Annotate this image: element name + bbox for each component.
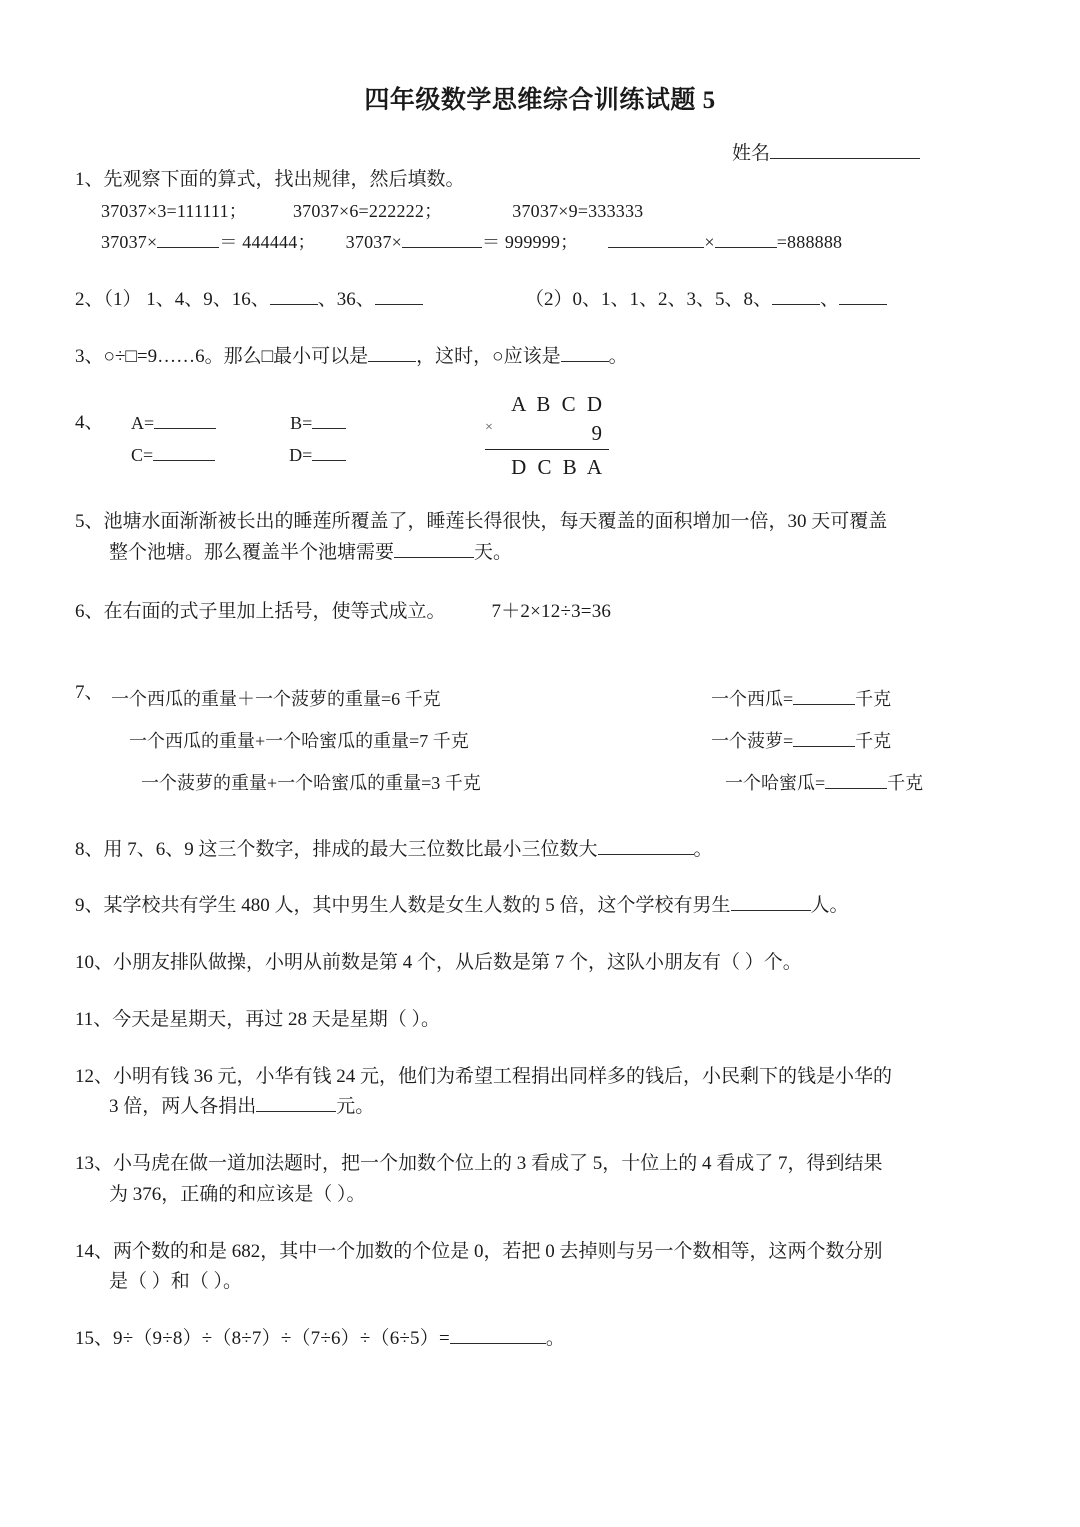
q3-blank-1[interactable] bbox=[368, 342, 416, 362]
question-11-number: 11、 bbox=[75, 1008, 113, 1030]
q4-label-d: D= bbox=[289, 444, 313, 465]
q1-blank-2[interactable] bbox=[402, 229, 482, 248]
q1-blank-row-2-suffix: ＝ 999999； bbox=[482, 232, 579, 253]
q4-blank-a[interactable] bbox=[154, 410, 216, 429]
multiply-icon: × bbox=[485, 419, 493, 435]
question-12-line-2-b: 元。 bbox=[336, 1096, 375, 1118]
question-6 bbox=[75, 597, 1008, 628]
q7-answer-3-label: 一个哈蜜瓜= bbox=[725, 773, 826, 794]
q1-blank-1[interactable] bbox=[157, 229, 219, 248]
q2-blank-2[interactable] bbox=[375, 285, 423, 305]
q1-blank-row-3-suffix: =888888 bbox=[776, 232, 843, 253]
question-10-number: 10、 bbox=[75, 952, 114, 974]
question-7-answers bbox=[711, 678, 1008, 805]
question-10 bbox=[75, 948, 1008, 979]
question-15-text-b: 。 bbox=[545, 1328, 565, 1350]
question-1 bbox=[75, 165, 1008, 259]
question-8 bbox=[75, 835, 1008, 866]
question-13 bbox=[75, 1149, 1008, 1211]
q7-equation-1: 一个西瓜的重量＋一个菠萝的重量=6 千克 bbox=[111, 688, 441, 709]
question-4-multiplication bbox=[485, 390, 609, 481]
question-12-line-1: 小明有钱 36 元，小华有钱 24 元，他们为希望工程捐出同样多的钱后，小民剩下的钱是小华的 bbox=[113, 1065, 893, 1087]
q2-blank-1[interactable] bbox=[270, 285, 318, 305]
q1-blank-4[interactable] bbox=[715, 229, 777, 248]
question-5-number: 5、 bbox=[75, 511, 104, 533]
question-4 bbox=[75, 392, 1008, 481]
question-5 bbox=[75, 507, 1008, 569]
question-5-line-1: 池塘水面渐渐被长出的睡莲所覆盖了，睡莲长得很快，每天覆盖的面积增加一倍，30 天可覆盖 bbox=[103, 511, 888, 533]
question-4-number: 4、 bbox=[75, 412, 104, 434]
q4-blank-c[interactable] bbox=[153, 442, 215, 461]
question-6-number: 6、 bbox=[75, 600, 104, 622]
q7-answer-2-label: 一个菠萝= bbox=[711, 730, 794, 751]
q1-blank-row-1-suffix: ＝ 444444； bbox=[219, 232, 316, 253]
q15-blank[interactable] bbox=[450, 1324, 546, 1344]
q1-blank-row-2-prefix: 37037× bbox=[345, 232, 403, 253]
q7-equation-2: 一个西瓜的重量+一个哈蜜瓜的重量=7 千克 bbox=[129, 730, 469, 751]
q3-blank-2[interactable] bbox=[561, 342, 609, 362]
q1-example-2: 37037×6=222222； bbox=[292, 200, 443, 221]
question-5-line-2 bbox=[75, 538, 1008, 569]
question-13-line-2: 为 376，正确的和应该是（ ）。 bbox=[109, 1183, 366, 1205]
question-10-text: 小朋友排队做操，小明从前数是第 4 个，从后数是第 7 个，这队小朋友有（ ）个。 bbox=[113, 952, 802, 974]
question-12 bbox=[75, 1062, 1008, 1124]
question-9 bbox=[75, 891, 1008, 922]
question-3-text-c: 。 bbox=[608, 345, 628, 367]
q4-multiplier-row bbox=[485, 419, 609, 450]
q4-label-a: A= bbox=[131, 413, 155, 434]
question-1-examples bbox=[75, 196, 1008, 228]
question-11 bbox=[75, 1005, 1008, 1036]
q2-part1-label: （1） bbox=[103, 288, 142, 310]
question-3-number: 3、 bbox=[75, 345, 104, 367]
question-12-number: 12、 bbox=[75, 1065, 114, 1087]
q2-blank-4[interactable] bbox=[839, 285, 887, 305]
q7-answer-3-unit: 千克 bbox=[887, 773, 924, 794]
question-8-number: 8、 bbox=[75, 838, 104, 860]
q7-answer-1-label: 一个西瓜= bbox=[711, 688, 794, 709]
question-4-row-ab bbox=[131, 408, 461, 440]
q1-blank-row-3-sign: × bbox=[704, 232, 715, 253]
q2-part2-sequence: 0、1、1、2、3、5、8、 bbox=[572, 288, 773, 310]
name-field-row bbox=[0, 138, 1080, 165]
question-4-variables bbox=[131, 408, 461, 471]
q7-blank-2[interactable] bbox=[793, 728, 855, 747]
question-7 bbox=[75, 678, 1008, 805]
question-1-number: 1、 bbox=[75, 169, 104, 190]
q7-blank-3[interactable] bbox=[825, 770, 887, 789]
question-8-text-a: 用 7、6、9 这三个数字，排成的最大三位数比最小三位数大 bbox=[103, 838, 598, 860]
question-2-part-1 bbox=[75, 285, 525, 316]
question-6-text: 在右面的式子里加上括号，使等式成立。 bbox=[103, 600, 446, 622]
question-5-line-2-b: 天。 bbox=[474, 542, 513, 564]
q7-answer-3 bbox=[711, 762, 1008, 804]
question-1-text: 先观察下面的算式，找出规律，然后填数。 bbox=[103, 169, 465, 190]
question-14-line-1: 两个数的和是 682，其中一个加数的个位是 0，若把 0 去掉则与另一个数相等，这两个数分别 bbox=[113, 1240, 883, 1262]
q1-blank-3[interactable] bbox=[608, 229, 704, 248]
question-2 bbox=[75, 285, 1008, 316]
q4-product: D C B A bbox=[511, 454, 605, 479]
q4-multiplicand: A B C D bbox=[511, 392, 605, 417]
question-2-number: 2、 bbox=[75, 288, 104, 310]
q7-answer-1-unit: 千克 bbox=[855, 688, 892, 709]
question-1-blanks-row bbox=[75, 227, 1008, 259]
question-3-text-a: ○÷□=9……6。那么□最小可以是 bbox=[103, 345, 369, 367]
question-8-text-b: 。 bbox=[693, 838, 713, 860]
question-3-text-b: ，这时，○应该是 bbox=[416, 345, 561, 367]
q2-part2-label: （2） bbox=[525, 288, 573, 310]
q12-blank[interactable] bbox=[256, 1092, 336, 1112]
q7-blank-1[interactable] bbox=[793, 686, 855, 705]
question-list bbox=[0, 165, 1080, 1355]
q7-answer-2-unit: 千克 bbox=[855, 730, 892, 751]
q2-part1-sequence: 1、4、9、16、 bbox=[146, 288, 270, 310]
q2-blank-3[interactable] bbox=[772, 285, 820, 305]
page-title: 四年级数学思维综合训练试题 5 bbox=[364, 87, 716, 114]
q2-part1-sequence-b: 、36、 bbox=[317, 288, 375, 310]
question-15 bbox=[75, 1324, 1008, 1355]
q7-answer-1 bbox=[711, 678, 1008, 720]
q4-label-b: B= bbox=[290, 413, 313, 434]
q2-part2-sequence-b: 、 bbox=[820, 288, 840, 310]
question-2-part-2 bbox=[525, 285, 1008, 316]
q1-blank-row-1-prefix: 37037× bbox=[101, 232, 158, 253]
question-13-line-1: 小马虎在做一道加法题时，把一个加数个位上的 3 看成了 5，十位上的 4 看成了 7，得到结果 bbox=[113, 1153, 883, 1175]
question-11-text: 今天是星期天，再过 28 天是星期（ ）。 bbox=[112, 1008, 441, 1030]
q4-blank-d[interactable] bbox=[312, 442, 346, 461]
question-12-line-2-a: 3 倍，两人各捐出 bbox=[109, 1096, 257, 1118]
q4-blank-b[interactable] bbox=[312, 410, 346, 429]
question-7-number: 7、 bbox=[75, 681, 104, 703]
question-6-expression: 7＋2×12÷3=36 bbox=[491, 600, 612, 622]
question-14 bbox=[75, 1237, 1008, 1299]
q7-answer-2 bbox=[711, 720, 1008, 762]
question-13-number: 13、 bbox=[75, 1153, 114, 1175]
question-4-row-cd bbox=[131, 440, 461, 472]
question-14-number: 14、 bbox=[75, 1240, 114, 1262]
question-5-line-2-a: 整个池塘。那么覆盖半个池塘需要 bbox=[109, 542, 395, 564]
question-9-number: 9、 bbox=[75, 895, 104, 917]
q7-equation-3: 一个菠萝的重量+一个哈蜜瓜的重量=3 千克 bbox=[141, 773, 481, 794]
question-12-line-2 bbox=[75, 1092, 1008, 1123]
question-7-equations bbox=[111, 678, 711, 805]
question-9-text-b: 人。 bbox=[810, 895, 849, 917]
question-15-number: 15、 bbox=[75, 1328, 114, 1350]
question-9-text-a: 某学校共有学生 480 人，其中男生人数是女生人数的 5 倍，这个学校有男生 bbox=[103, 895, 731, 917]
q9-blank[interactable] bbox=[731, 891, 811, 911]
name-input-blank[interactable] bbox=[770, 139, 920, 159]
question-3 bbox=[75, 342, 1008, 373]
q5-blank[interactable] bbox=[394, 538, 474, 558]
question-14-line-2: 是（ ）和（ ）。 bbox=[109, 1271, 243, 1293]
name-label: 姓名 bbox=[731, 143, 770, 164]
q1-example-3: 37037×9=333333 bbox=[512, 200, 644, 221]
q4-multiplier: 9 bbox=[591, 420, 605, 445]
q4-label-c: C= bbox=[131, 444, 154, 465]
q1-example-1: 37037×3=111111； bbox=[101, 200, 247, 221]
q8-blank[interactable] bbox=[598, 835, 694, 855]
question-15-expression: 9÷（9÷8）÷（8÷7）÷（7÷6）÷（6÷5）= bbox=[113, 1328, 450, 1350]
